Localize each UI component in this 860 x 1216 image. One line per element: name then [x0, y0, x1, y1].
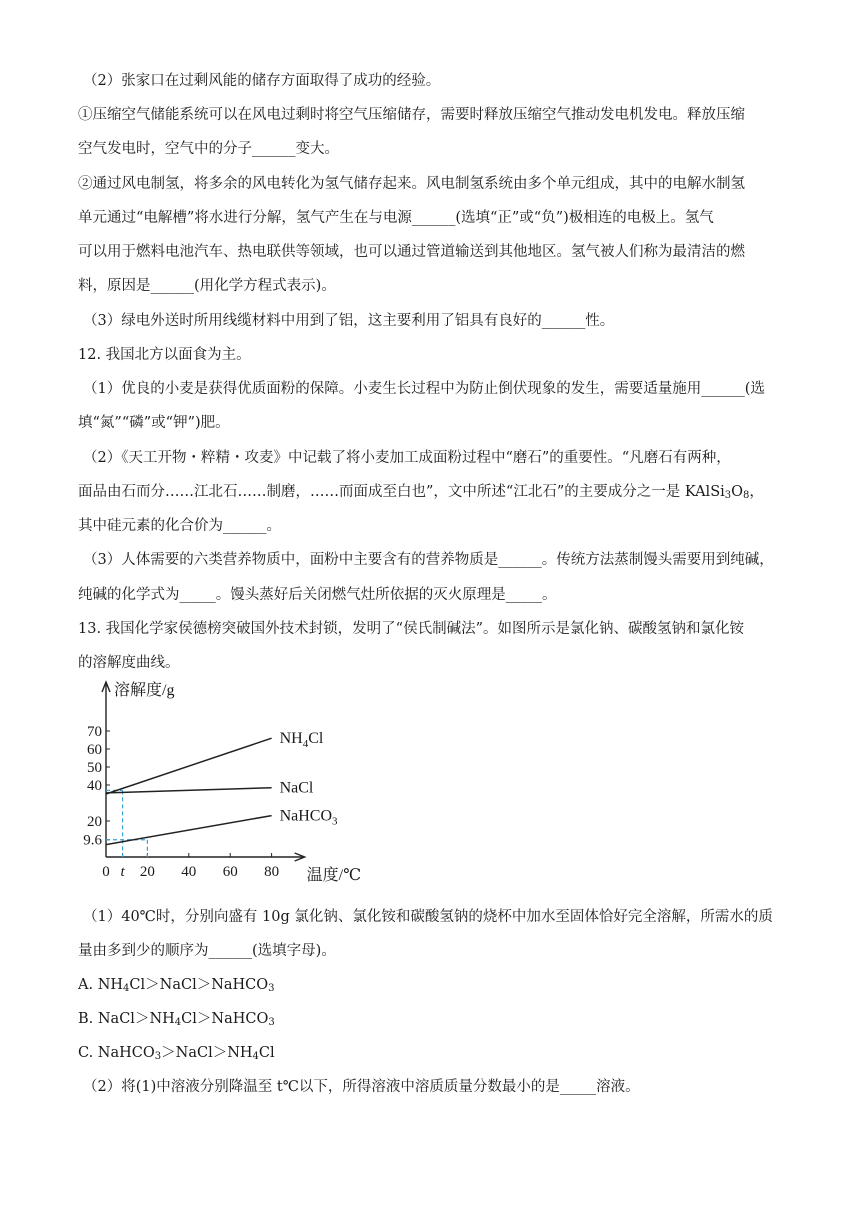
- chart-axes: [102, 682, 305, 861]
- y-tick-label: 20: [87, 814, 102, 830]
- q11-part2-item1-line2: 空气发电时，空气中的分子______变大。: [78, 141, 339, 157]
- series-label: NaHCO$_3$: [279, 807, 338, 828]
- series-label: NaCl: [279, 779, 314, 797]
- x-tick-label: 80: [264, 864, 280, 880]
- q13-part2: （2）将(1)中溶液分别降温至 t℃以下，所得溶液中溶质质量分数最小的是_____溶液。: [83, 1079, 640, 1095]
- q12-part2-line1: （2）《天工开物・粹精・攻麦》中记载了将小麦加工成面粉过程中“磨石”的重要性。“凡磨石有两种，: [83, 450, 731, 466]
- x-axis-label: 温度/℃: [306, 867, 362, 884]
- q13-option-b: B. $NaCl>NH_4Cl>NaHCO_3$: [78, 1011, 275, 1028]
- x-tick-label: 20: [139, 864, 155, 880]
- q13-part1-line1: （1）40℃时，分别向盛有 10g 氯化钠、氯化铵和碳酸氢钠的烧杯中加水至固体恰好完全溶解，所需水的质: [83, 909, 773, 925]
- q13-stem-line2: 的溶解度曲线。: [78, 655, 180, 671]
- q12-part2-line2: 面品由石而分……江北石……制磨，……而面成至白也”，文中所述“江北石”的主要成分之一是 $KAlSi_3O_8$，: [78, 484, 764, 501]
- x-tick-label: 0: [102, 864, 110, 880]
- q11-part2-item2-line1: ②通过风电制氢，将多余的风电转化为氢气储存起来。风电制氢系统由多个单元组成，其中的电解水制氢: [78, 176, 745, 192]
- series-label: $NH_4Cl$: [279, 730, 324, 751]
- series-line: [106, 788, 272, 793]
- y-tick-label: 60: [87, 742, 102, 758]
- x-tick-label: 60: [222, 864, 238, 880]
- y-tick-label: 9.6: [83, 832, 102, 849]
- chart-labels: [83, 681, 361, 884]
- q11-part2-item1-line1: ①压缩空气储能系统可以在风电过剩时将空气压缩储存，需要时释放压缩空气推动发电机发电。释放压缩: [78, 107, 745, 123]
- q12-part1-line1: （1）优良的小麦是获得优质面粉的保障。小麦生长过程中为防止倒伏现象的发生，需要适量施用______(选: [83, 381, 765, 397]
- q13-stem-line1: 13. 我国化学家侯德榜突破国外技术封锁，发明了“侯氏制碱法”。如图所示是氯化钠、碳酸氢钠和氯化铵: [78, 621, 744, 637]
- series-line: [106, 738, 272, 794]
- y-tick-label: 70: [87, 724, 102, 740]
- series-line: [106, 816, 272, 845]
- q11-part2-item2-line4: 料，原因是______(用化学方程式表示)。: [78, 278, 336, 294]
- chart-series: [106, 738, 272, 844]
- y-tick-label: 50: [87, 760, 102, 776]
- q11-part2-item2-line2: 单元通过“电解槽”将水进行分解，氢气产生在与电源______(选填“正”或“负”)极相连的电极上。氢气: [78, 210, 714, 226]
- q11-part3: （3）绿电外送时所用线缆材料中用到了铝，这主要利用了铝具有良好的______性。: [83, 313, 615, 329]
- q13-option-c: C. $NaHCO_3>NaCl>NH_4Cl$: [78, 1045, 275, 1062]
- q12-part3-line2: 纯碱的化学式为_____。馒头蒸好后关闭燃气灶所依据的灭火原理是_____。: [78, 587, 557, 603]
- x-tick-label: t: [120, 864, 125, 880]
- q12-stem: 12. 我国北方以面食为主。: [78, 347, 251, 363]
- q11-part2-title: （2）张家口在过剩风能的储存方面取得了成功的经验。: [83, 73, 441, 89]
- chart-guide-lines: [106, 790, 147, 857]
- q12-part2-line3: 其中硅元素的化合价为______。: [78, 518, 281, 534]
- y-axis-label: 溶解度/g: [114, 682, 175, 699]
- q13-part1-line2: 量由多到少的顺序为______(选填字母)。: [78, 943, 336, 959]
- solubility-chart: [78, 676, 378, 896]
- q11-part2-item2-line3: 可以用于燃料电池汽车、热电联供等领域，也可以通过管道输送到其他地区。氢气被人们称为最清洁的燃: [78, 244, 745, 260]
- y-tick-label: 40: [87, 778, 102, 794]
- x-tick-label: 40: [181, 864, 197, 880]
- q12-part3-line1: （3）人体需要的六类营养物质中，面粉中主要含有的营养物质是______。传统方法蒸制馒头需要用到纯碱，: [83, 552, 774, 568]
- q12-part1-line2: 填“氮”“磷”或“钾”)肥。: [78, 415, 230, 431]
- q13-option-a: A. $NH_4Cl>NaCl>NaHCO_3$: [78, 977, 275, 994]
